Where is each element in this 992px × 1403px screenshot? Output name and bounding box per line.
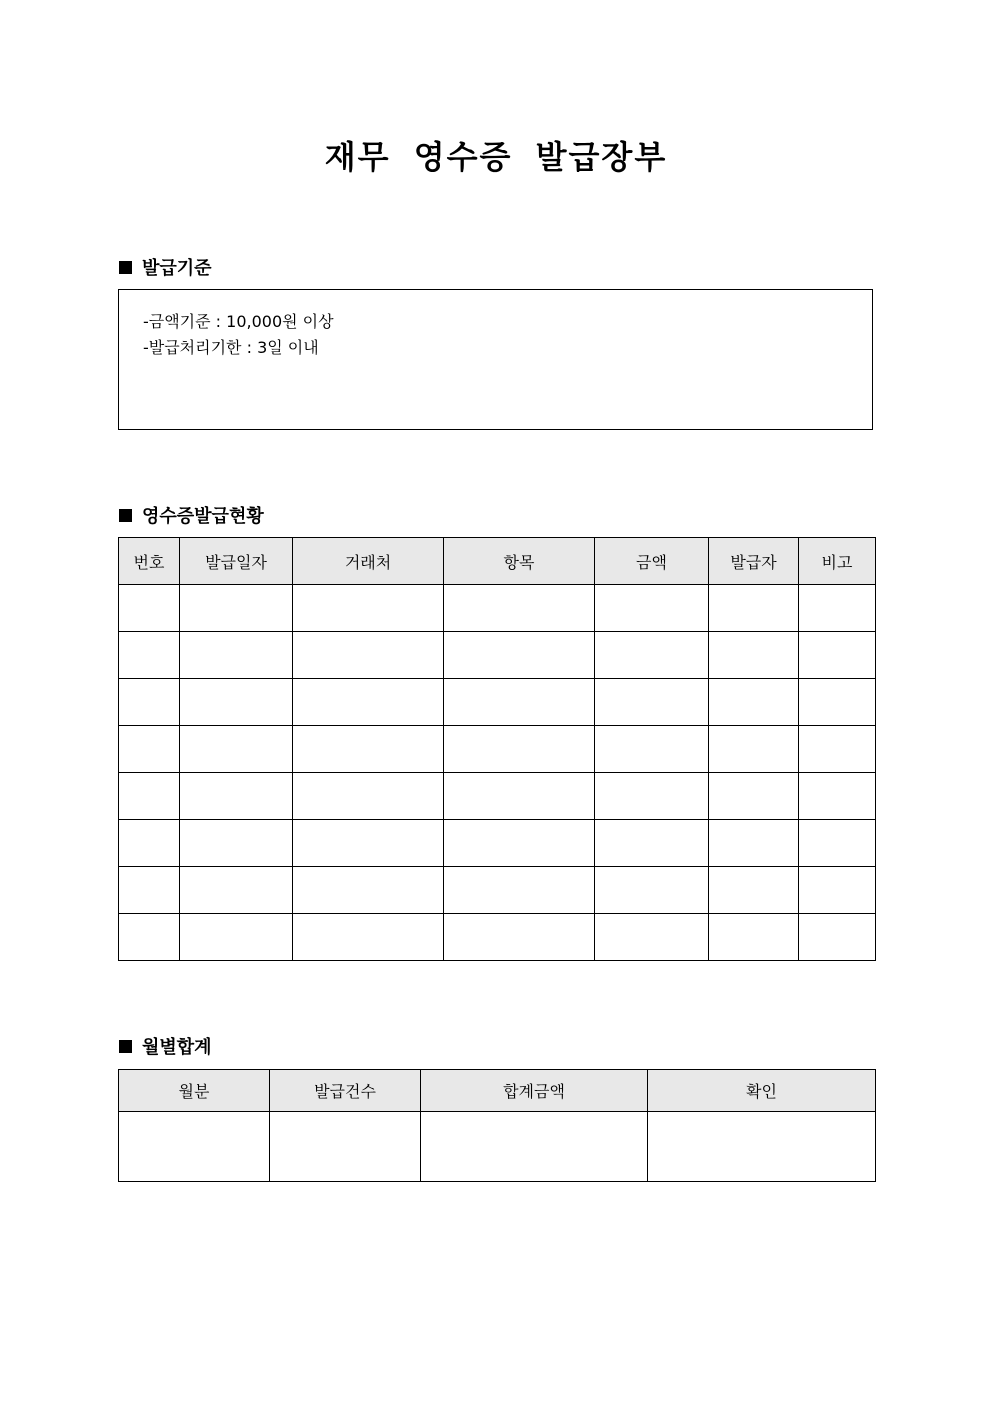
table-cell[interactable] <box>293 867 444 914</box>
table-row <box>119 820 876 867</box>
table-cell[interactable] <box>180 867 293 914</box>
table-cell[interactable] <box>595 773 709 820</box>
table-cell[interactable] <box>119 820 180 867</box>
table-cell[interactable] <box>709 585 799 632</box>
table-cell[interactable] <box>444 679 595 726</box>
table-row <box>119 773 876 820</box>
table-header-row <box>119 1070 876 1112</box>
table-cell[interactable] <box>709 914 799 961</box>
table-cell[interactable] <box>444 820 595 867</box>
table-cell[interactable] <box>293 585 444 632</box>
table-cell[interactable] <box>119 867 180 914</box>
table-cell[interactable] <box>444 773 595 820</box>
table-cell[interactable] <box>444 914 595 961</box>
table-row <box>119 914 876 961</box>
table-cell[interactable] <box>799 820 876 867</box>
table-cell[interactable] <box>444 585 595 632</box>
column-header-issue-count: 발급건수 <box>270 1070 421 1112</box>
table-cell[interactable] <box>270 1112 421 1182</box>
table-cell[interactable] <box>119 632 180 679</box>
black-square-icon <box>119 1040 132 1053</box>
page-title: 재무 영수증 발급장부 <box>324 138 668 176</box>
column-header-issuer: 발급자 <box>709 538 799 585</box>
table-cell[interactable] <box>799 679 876 726</box>
table-cell[interactable] <box>180 914 293 961</box>
table-cell[interactable] <box>799 726 876 773</box>
table-cell[interactable] <box>444 632 595 679</box>
table-row <box>119 867 876 914</box>
table-cell[interactable] <box>799 867 876 914</box>
column-header-month: 월분 <box>119 1070 270 1112</box>
table-cell[interactable] <box>595 820 709 867</box>
receipts-heading <box>119 502 264 528</box>
table-cell[interactable] <box>799 914 876 961</box>
table-cell[interactable] <box>119 1112 270 1182</box>
table-cell[interactable] <box>180 820 293 867</box>
table-cell[interactable] <box>119 914 180 961</box>
table-cell[interactable] <box>180 726 293 773</box>
table-header-row <box>119 538 876 585</box>
black-square-icon <box>119 509 132 522</box>
table-cell[interactable] <box>709 773 799 820</box>
table-cell[interactable] <box>444 726 595 773</box>
monthly-total-table <box>118 1069 876 1182</box>
receipt-status-table <box>118 537 876 961</box>
table-cell[interactable] <box>595 914 709 961</box>
table-cell[interactable] <box>293 679 444 726</box>
table-cell[interactable] <box>595 679 709 726</box>
table-cell[interactable] <box>119 726 180 773</box>
black-square-icon <box>119 261 132 274</box>
table-cell[interactable] <box>180 773 293 820</box>
table-cell[interactable] <box>648 1112 876 1182</box>
criteria-heading <box>119 254 212 280</box>
table-cell[interactable] <box>180 632 293 679</box>
table-cell[interactable] <box>799 773 876 820</box>
column-header-confirm: 확인 <box>648 1070 876 1112</box>
table-cell[interactable] <box>799 585 876 632</box>
table-cell[interactable] <box>421 1112 648 1182</box>
table-row <box>119 585 876 632</box>
table-cell[interactable] <box>595 632 709 679</box>
table-cell[interactable] <box>293 773 444 820</box>
table-cell[interactable] <box>799 632 876 679</box>
table-row <box>119 726 876 773</box>
table-cell[interactable] <box>180 585 293 632</box>
monthly-heading <box>119 1033 212 1059</box>
column-header-total-amount: 합계금액 <box>421 1070 648 1112</box>
table-cell[interactable] <box>293 726 444 773</box>
column-header-client: 거래처 <box>293 538 444 585</box>
table-cell[interactable] <box>709 632 799 679</box>
table-cell[interactable] <box>709 726 799 773</box>
table-row <box>119 679 876 726</box>
criteria-heading-label: 발급기준 <box>142 258 212 279</box>
table-cell[interactable] <box>293 914 444 961</box>
table-cell[interactable] <box>293 820 444 867</box>
table-cell[interactable] <box>119 773 180 820</box>
column-header-remarks: 비고 <box>799 538 876 585</box>
column-header-number: 번호 <box>119 538 180 585</box>
table-cell[interactable] <box>595 726 709 773</box>
column-header-issue-date: 발급일자 <box>180 538 293 585</box>
column-header-item: 항목 <box>444 538 595 585</box>
column-header-amount: 금액 <box>595 538 709 585</box>
table-cell[interactable] <box>709 867 799 914</box>
table-cell[interactable] <box>709 820 799 867</box>
receipts-heading-label: 영수증발급현황 <box>142 506 264 527</box>
table-row <box>119 1112 876 1182</box>
table-cell[interactable] <box>595 867 709 914</box>
monthly-heading-label: 월별합계 <box>142 1037 212 1058</box>
table-cell[interactable] <box>119 679 180 726</box>
criteria-box <box>118 289 873 430</box>
table-cell[interactable] <box>180 679 293 726</box>
table-cell[interactable] <box>595 585 709 632</box>
table-cell[interactable] <box>293 632 444 679</box>
criteria-deadline-line: -발급처리기한 : 3일 이내 <box>143 338 319 357</box>
table-cell[interactable] <box>444 867 595 914</box>
table-cell[interactable] <box>119 585 180 632</box>
criteria-amount-line: -금액기준 : 10,000원 이상 <box>143 312 334 331</box>
table-cell[interactable] <box>709 679 799 726</box>
table-row <box>119 632 876 679</box>
